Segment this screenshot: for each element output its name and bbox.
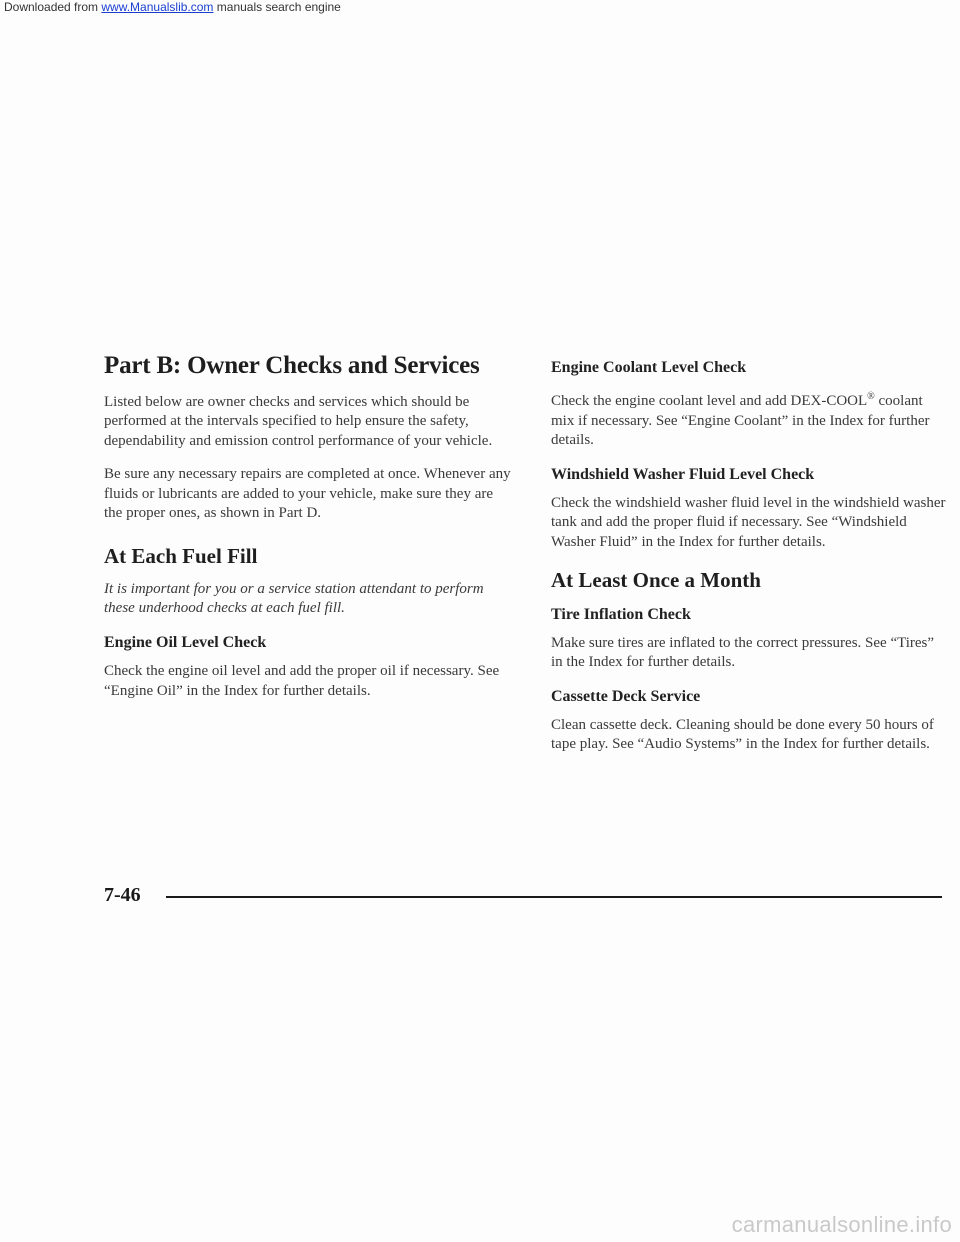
cassette-deck-heading: Cassette Deck Service xyxy=(551,687,701,705)
registered-mark: ® xyxy=(867,391,875,403)
manualslib-link[interactable]: www.Manualslib.com xyxy=(101,0,214,14)
site-watermark: carmanualsonline.info xyxy=(731,1212,952,1237)
intro-paragraph-2: Be sure any necessary repairs are completed at once. Whenever any fluids or lubricants are added to your vehicle, make sure they are the proper ones, as shown in Part D. xyxy=(104,466,511,522)
engine-oil-heading: Engine Oil Level Check xyxy=(104,633,267,651)
download-watermark xyxy=(4,0,341,14)
once-a-month-heading: At Least Once a Month xyxy=(551,568,761,593)
page-number: 7-46 xyxy=(104,884,141,906)
tire-inflation-text: Make sure tires are inflated to the correct pressures. See “Tires” in the Index for further details. xyxy=(551,634,935,671)
cassette-deck-text: Clean cassette deck. Cleaning should be done every 50 hours of tape play. See “Audio Systems” in the Index for further details. xyxy=(551,716,934,753)
fuel-fill-heading: At Each Fuel Fill xyxy=(104,543,258,568)
washer-fluid-heading: Windshield Washer Fluid Level Check xyxy=(551,465,815,483)
coolant-text-start: Check the engine coolant level and add DEX-COOL xyxy=(551,393,868,410)
part-title: Part B: Owner Checks and Services xyxy=(104,352,480,379)
watermark-prefix: Downloaded from xyxy=(4,0,102,14)
fuel-fill-note: It is important for you or a service station attendant to perform these underhood checks at each fuel fill. xyxy=(104,580,484,617)
washer-fluid-text: Check the windshield washer fluid level in the windshield washer tank and add the proper fluid if necessary. See “Windshield Washer Fluid” in the Index for further details. xyxy=(551,494,946,550)
left-column xyxy=(104,352,514,715)
right-column xyxy=(551,352,946,769)
tire-inflation-heading: Tire Inflation Check xyxy=(551,605,691,623)
engine-coolant-text xyxy=(551,387,946,451)
footer-rule xyxy=(166,896,942,898)
intro-paragraph-1: Listed below are owner checks and services which should be performed at the intervals specified to help ensure the safety, dependability and emission control performance of your vehicle. xyxy=(104,393,493,449)
coolant-text-end: coolant mix if necessary. See “Engine Coolant” in the Index for further details. xyxy=(551,393,930,449)
watermark-suffix: manuals search engine xyxy=(213,0,341,14)
engine-coolant-heading: Engine Coolant Level Check xyxy=(551,359,747,376)
engine-oil-text: Check the engine oil level and add the proper oil if necessary. See “Engine Oil” in the Index for further details. xyxy=(104,663,500,699)
